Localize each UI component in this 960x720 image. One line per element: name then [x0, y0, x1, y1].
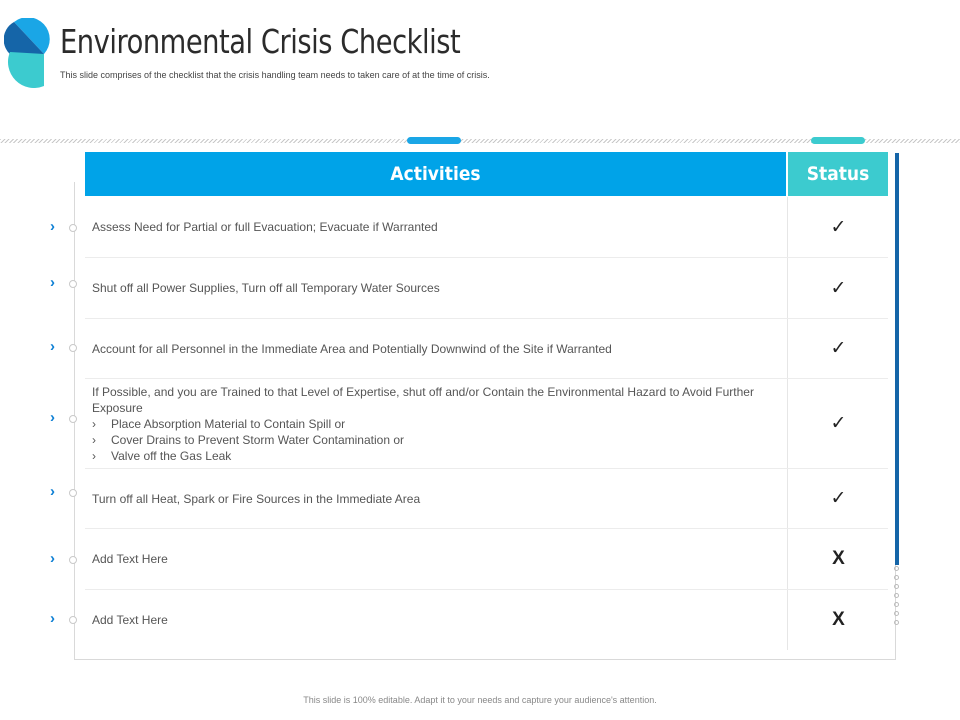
chevron-right-icon: › — [50, 409, 55, 426]
sub-item: › Valve off the Gas Leak — [92, 448, 232, 463]
chevron-right-icon: › — [50, 550, 55, 567]
activity-text: Shut off all Power Supplies, Turn off all Temporary Water Sources — [92, 281, 440, 295]
timeline-dot — [69, 224, 77, 232]
chevron-right-icon: › — [50, 274, 55, 291]
activity-cell — [85, 258, 787, 318]
timeline-dot — [69, 616, 77, 624]
status-cell: X — [787, 590, 889, 650]
chevron-right-icon: › — [50, 610, 55, 627]
page-title: Environmental Crisis Checklist — [60, 22, 461, 61]
activity-text: Add Text Here — [92, 613, 168, 627]
table-row — [85, 258, 888, 319]
status-cell: ✓ — [787, 319, 889, 378]
row-marker — [50, 550, 80, 567]
logo-icon — [4, 18, 50, 88]
timeline-dot — [69, 280, 77, 288]
table-row — [85, 529, 888, 590]
chevron-right-icon: › — [50, 218, 55, 235]
activity-text: If Possible, and you are Trained to that Level of Expertise, shut off and/or Contain the Environmental Hazard to Avoid Further Exposure — [92, 384, 754, 415]
activity-cell — [85, 197, 787, 257]
timeline-dot — [69, 556, 77, 564]
activity-cell — [85, 590, 787, 650]
activity-cell — [85, 469, 787, 528]
footer-note: This slide is 100% editable. Adapt it to your needs and capture your audience's attention. — [303, 695, 657, 705]
row-marker — [50, 483, 80, 500]
dot-column — [894, 566, 900, 629]
activity-text: Add Text Here — [92, 552, 168, 566]
table-row — [85, 197, 888, 258]
header-activities: Activities — [85, 152, 786, 196]
activity-cell — [85, 529, 787, 589]
row-marker — [50, 218, 80, 235]
table-row — [85, 469, 888, 529]
timeline-dot — [69, 415, 77, 423]
activity-text: Assess Need for Partial or full Evacuation; Evacuate if Warranted — [92, 220, 438, 234]
table-row — [85, 379, 888, 469]
sub-item: › Cover Drains to Prevent Storm Water Contamination or — [92, 432, 404, 447]
chevron-right-icon: › — [50, 483, 55, 500]
accent-tab-teal — [811, 137, 865, 144]
chevron-right-icon: › — [50, 338, 55, 355]
sub-item: › Place Absorption Material to Contain Spill or — [92, 416, 346, 431]
row-marker — [50, 338, 80, 355]
status-cell: ✓ — [787, 197, 889, 257]
timeline-dot — [69, 489, 77, 497]
table-row — [85, 319, 888, 379]
right-accent-bar — [895, 153, 899, 565]
header-status: Status — [788, 152, 888, 196]
table-row — [85, 590, 888, 650]
status-cell: ✓ — [787, 469, 889, 528]
accent-tab-blue — [407, 137, 461, 144]
row-marker — [50, 409, 80, 426]
status-cell: ✓ — [787, 379, 889, 468]
status-cell: X — [787, 529, 889, 589]
activity-text: Account for all Personnel in the Immediate Area and Potentially Downwind of the Site if Warranted — [92, 341, 612, 356]
timeline-dot — [69, 344, 77, 352]
row-marker — [50, 274, 80, 291]
activity-cell — [85, 319, 787, 378]
activity-text: Turn off all Heat, Spark or Fire Sources in the Immediate Area — [92, 491, 421, 506]
row-marker — [50, 610, 80, 627]
activity-cell — [85, 379, 787, 468]
page-subtitle: This slide comprises of the checklist that the crisis handling team needs to taken care of at the time of crisis. — [60, 70, 490, 80]
status-cell: ✓ — [787, 258, 889, 318]
